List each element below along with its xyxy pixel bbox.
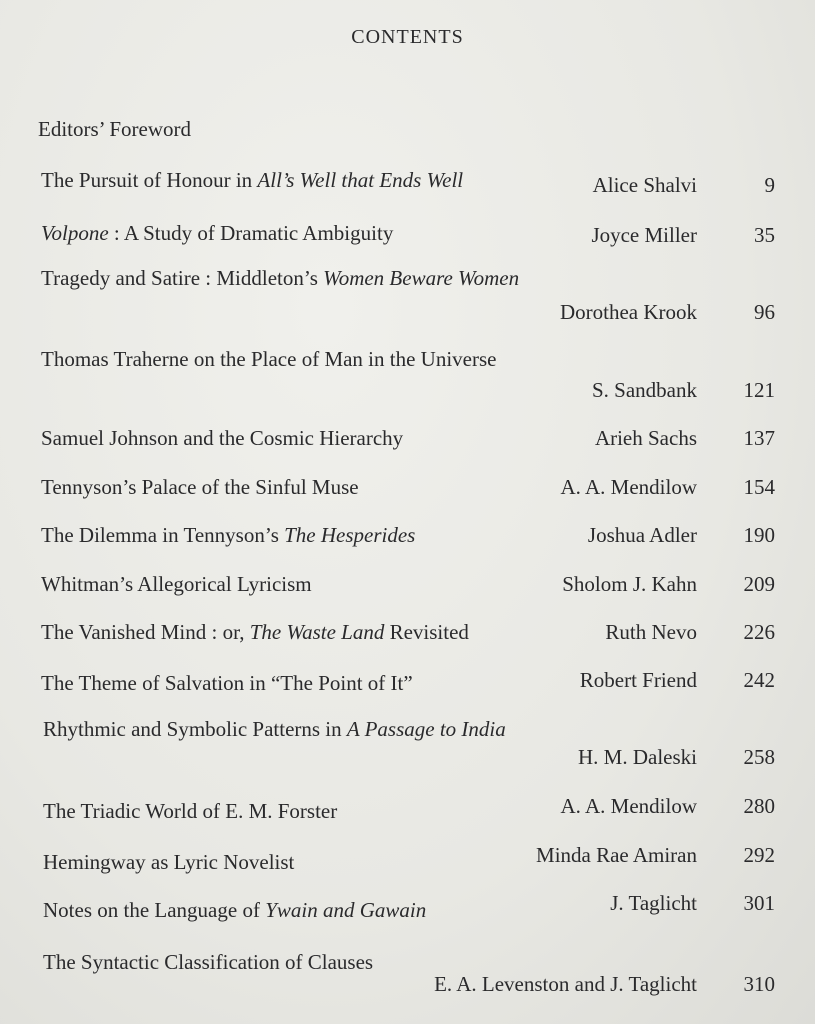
entry-title: Volpone : A Study of Dramatic Ambiguity: [41, 221, 394, 245]
entry-title: Notes on the Language of Ywain and Gawain: [43, 898, 427, 922]
entry-page: 258: [743, 745, 775, 769]
entry-author: S. Sandbank: [592, 378, 697, 402]
entry-author: A. A. Mendilow: [560, 794, 697, 818]
entry-page: 96: [754, 300, 775, 324]
entry-page: 9: [764, 173, 775, 197]
entry-title: The Dilemma in Tennyson’s The Hesperides: [41, 523, 416, 547]
entry-page: 280: [743, 794, 775, 818]
entry-title: The Triadic World of E. M. Forster: [43, 799, 338, 823]
entry-author: Dorothea Krook: [559, 300, 697, 324]
entry-author: Ruth Nevo: [605, 620, 697, 644]
entry-page: 310: [743, 972, 775, 996]
entry-page: 137: [743, 426, 775, 450]
entry-author: Joyce Miller: [591, 223, 697, 247]
entry-page: 121: [743, 378, 775, 402]
entry-author: A. A. Mendilow: [560, 475, 697, 499]
entry-author: Alice Shalvi: [592, 173, 697, 197]
entry-author: Arieh Sachs: [594, 426, 697, 450]
entry-title: Thomas Traherne on the Place of Man in the Universe: [41, 347, 497, 371]
entry-page: 154: [743, 475, 775, 499]
entry-author: Robert Friend: [579, 668, 697, 692]
entry-author: Minda Rae Amiran: [536, 843, 697, 867]
entry-title: The Pursuit of Honour in All’s Well that Ends Well: [41, 168, 464, 192]
page-title: CONTENTS: [351, 26, 464, 48]
entry-page: 190: [743, 523, 775, 547]
entry-page: 242: [743, 668, 775, 692]
entry-title: The Vanished Mind : or, The Waste Land Revisited: [41, 620, 469, 644]
entry-title: Hemingway as Lyric Novelist: [43, 850, 295, 874]
entry-title: Tragedy and Satire : Middleton’s Women Beware Women: [41, 266, 520, 290]
entry-author: H. M. Daleski: [578, 745, 697, 769]
entry-page: 301: [743, 891, 775, 915]
entry-author: Joshua Adler: [587, 523, 697, 547]
entry-title: Tennyson’s Palace of the Sinful Muse: [41, 475, 359, 499]
entry-page: 292: [743, 843, 775, 867]
entry-title: Rhythmic and Symbolic Patterns in A Passage to India: [43, 717, 506, 741]
entry-page: 35: [754, 223, 775, 247]
entry-title: Whitman’s Allegorical Lyricism: [41, 572, 312, 596]
foreword-title: Editors’ Foreword: [38, 117, 191, 141]
entry-title: Samuel Johnson and the Cosmic Hierarchy: [41, 426, 404, 450]
entry-author: E. A. Levenston and J. Taglicht: [434, 972, 697, 996]
entry-author: J. Taglicht: [610, 891, 697, 915]
entry-page: 209: [743, 572, 775, 596]
entry-title: The Syntactic Classification of Clauses: [43, 950, 374, 974]
entry-page: 226: [743, 620, 775, 644]
entry-title: The Theme of Salvation in “The Point of It”: [41, 671, 413, 695]
entry-author: Sholom J. Kahn: [562, 572, 697, 596]
